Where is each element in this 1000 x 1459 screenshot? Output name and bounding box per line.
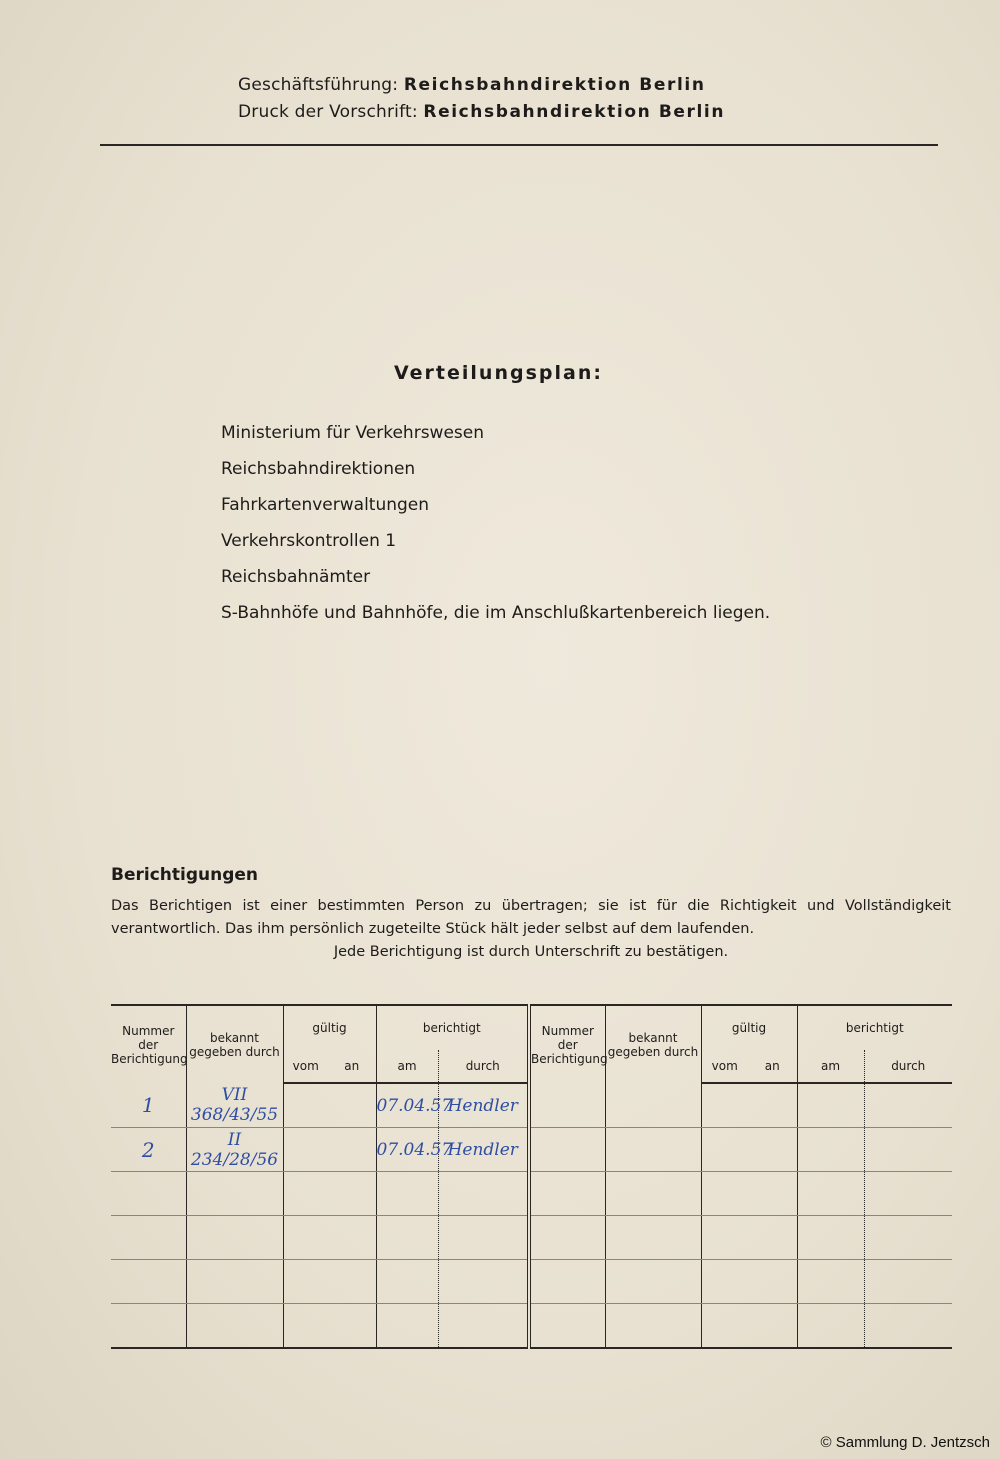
- table-row: [111, 1304, 952, 1349]
- row-number-2: [529, 1083, 605, 1128]
- row-announced: [186, 1172, 283, 1216]
- row-corrected-on-2: [797, 1128, 864, 1172]
- row-corrected-on-2: [797, 1260, 864, 1304]
- row-valid-from: [283, 1216, 328, 1260]
- row-valid-at: [328, 1083, 376, 1128]
- distribution-item: Ministerium für Verkehrswesen: [221, 423, 485, 443]
- row-valid-from-2: [701, 1260, 748, 1304]
- header-divider: [100, 144, 938, 146]
- copyright-notice: © Sammlung D. Jentzsch: [820, 1434, 990, 1451]
- row-announced: II 234/28/56: [186, 1128, 283, 1172]
- row-number-2: [529, 1304, 605, 1349]
- row-corrected-on: 07.04.57: [376, 1083, 438, 1128]
- row-corrected-by-2: [864, 1128, 952, 1172]
- row-corrected-by-2: [864, 1172, 952, 1216]
- table-row: [111, 1172, 952, 1216]
- row-announced-2: [605, 1304, 701, 1349]
- header-corrected-by-2: durch: [864, 1050, 952, 1083]
- distribution-item: S-Bahnhöfe und Bahnhöfe, die im Anschlußkartenbereich liegen.: [221, 603, 771, 623]
- row-corrected-on-2: [797, 1304, 864, 1349]
- row-announced: [186, 1260, 283, 1304]
- row-corrected-on-2: [797, 1216, 864, 1260]
- header-management-line: [238, 72, 725, 99]
- row-valid-from-2: [701, 1216, 748, 1260]
- distribution-item: Verkehrskontrollen 1: [221, 531, 397, 551]
- row-number: 1: [111, 1083, 186, 1128]
- header-valid-from: vom: [283, 1050, 328, 1083]
- corrections-closing: Jede Berichtigung ist durch Unterschrift zu bestätigen.: [333, 944, 729, 960]
- row-corrected-by-2: [864, 1260, 952, 1304]
- row-corrected-by-2: [864, 1083, 952, 1128]
- table-row: [111, 1260, 952, 1304]
- distribution-list: [221, 420, 770, 636]
- row-valid-at-2: [748, 1128, 797, 1172]
- header-valid-at: an: [328, 1050, 376, 1083]
- row-announced-2: [605, 1216, 701, 1260]
- header-valid: gültig: [283, 1005, 376, 1050]
- header-management-label: Geschäftsführung:: [238, 75, 399, 95]
- corrections-instructions: [111, 895, 951, 964]
- row-corrected-on: [376, 1260, 438, 1304]
- header-number-2: Nummer der Berichtigung: [529, 1005, 605, 1083]
- row-valid-at: [328, 1260, 376, 1304]
- row-valid-at: [328, 1216, 376, 1260]
- row-announced-2: [605, 1083, 701, 1128]
- row-corrected-by: Hendler: [438, 1083, 529, 1128]
- header-printing-value: Reichsbahndirektion Berlin: [423, 102, 726, 122]
- row-valid-from: [283, 1172, 328, 1216]
- header-corrected-2: berichtigt: [797, 1005, 952, 1050]
- row-number: [111, 1304, 186, 1349]
- row-corrected-on-2: [797, 1172, 864, 1216]
- header-management-value: Reichsbahndirektion Berlin: [403, 75, 706, 95]
- row-valid-from-2: [701, 1083, 748, 1128]
- document-header: [238, 72, 725, 126]
- row-corrected-by: [438, 1216, 529, 1260]
- row-number: [111, 1172, 186, 1216]
- header-corrected-by: durch: [438, 1050, 529, 1083]
- distribution-title: Verteilungsplan:: [394, 362, 603, 384]
- row-corrected-on: [376, 1304, 438, 1349]
- row-valid-at-2: [748, 1083, 797, 1128]
- header-number: Nummer der Berichtigung: [111, 1005, 186, 1083]
- row-corrected-by-2: [864, 1216, 952, 1260]
- distribution-item: Reichsbahnämter: [221, 567, 371, 587]
- row-corrected-by: Hendler: [438, 1128, 529, 1172]
- row-valid-from: [283, 1128, 328, 1172]
- row-number: [111, 1260, 186, 1304]
- row-number-2: [529, 1128, 605, 1172]
- row-valid-at-2: [748, 1216, 797, 1260]
- row-valid-from: [283, 1260, 328, 1304]
- corrections-title: Berichtigungen: [111, 865, 259, 885]
- row-valid-from: [283, 1083, 328, 1128]
- row-announced: VII 368/43/55: [186, 1083, 283, 1128]
- header-announced: bekannt gegeben durch: [186, 1005, 283, 1083]
- row-corrected-on: [376, 1172, 438, 1216]
- row-corrected-by: [438, 1304, 529, 1349]
- table-row: [111, 1083, 952, 1128]
- row-corrected-on: [376, 1216, 438, 1260]
- header-corrected: berichtigt: [376, 1005, 529, 1050]
- row-valid-at-2: [748, 1260, 797, 1304]
- row-number-2: [529, 1260, 605, 1304]
- header-printing-line: [238, 99, 725, 126]
- distribution-item: Fahrkartenverwaltungen: [221, 495, 430, 515]
- row-corrected-on-2: [797, 1083, 864, 1128]
- table-row: [111, 1128, 952, 1172]
- distribution-item: Reichsbahndirektionen: [221, 459, 416, 479]
- header-corrected-on: am: [376, 1050, 438, 1083]
- row-number: [111, 1216, 186, 1260]
- header-announced-2: bekannt gegeben durch: [605, 1005, 701, 1083]
- row-announced: [186, 1304, 283, 1349]
- row-number: 2: [111, 1128, 186, 1172]
- header-corrected-on-2: am: [797, 1050, 864, 1083]
- row-corrected-on: 07.04.57: [376, 1128, 438, 1172]
- row-number-2: [529, 1216, 605, 1260]
- row-valid-from-2: [701, 1128, 748, 1172]
- row-announced: [186, 1216, 283, 1260]
- row-valid-from: [283, 1304, 328, 1349]
- header-valid-from-2: vom: [701, 1050, 748, 1083]
- row-valid-from-2: [701, 1304, 748, 1349]
- row-announced-2: [605, 1260, 701, 1304]
- row-valid-at-2: [748, 1172, 797, 1216]
- row-valid-at: [328, 1128, 376, 1172]
- corrections-paragraph: Das Berichtigen ist einer bestimmten Person zu übertragen; sie ist für die Richtigkeit und Vollständigkeit verantwortlich. Das ihm persönlich zugeteilte Stück hält jeder selbst auf dem laufenden.: [111, 898, 951, 937]
- row-corrected-by-2: [864, 1304, 952, 1349]
- header-valid-at-2: an: [748, 1050, 797, 1083]
- row-valid-at-2: [748, 1304, 797, 1349]
- table-row: [111, 1216, 952, 1260]
- row-announced-2: [605, 1172, 701, 1216]
- header-printing-label: Druck der Vorschrift:: [238, 102, 418, 122]
- row-corrected-by: [438, 1172, 529, 1216]
- row-valid-at: [328, 1304, 376, 1349]
- row-corrected-by: [438, 1260, 529, 1304]
- header-valid-2: gültig: [701, 1005, 797, 1050]
- row-announced-2: [605, 1128, 701, 1172]
- row-valid-at: [328, 1172, 376, 1216]
- row-number-2: [529, 1172, 605, 1216]
- corrections-table: [111, 1004, 952, 1349]
- row-valid-from-2: [701, 1172, 748, 1216]
